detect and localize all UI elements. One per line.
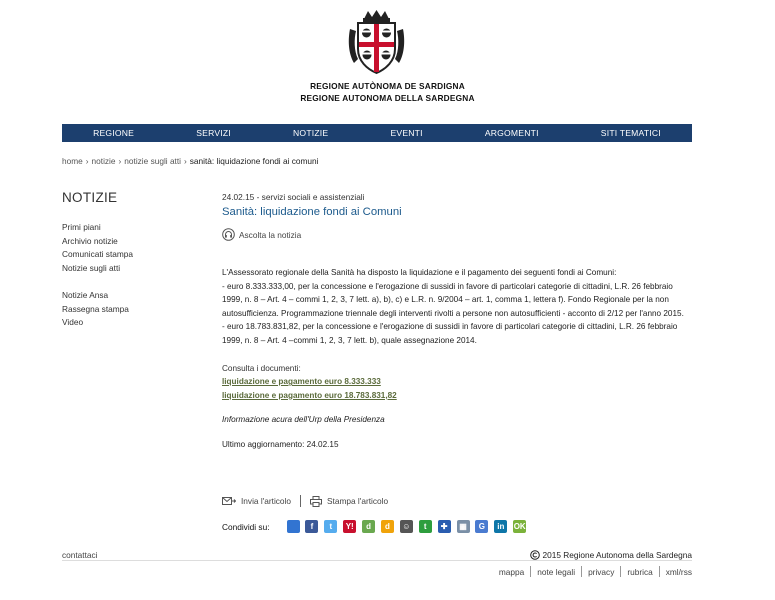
share-label: Condividi su: bbox=[222, 521, 270, 532]
documents-section bbox=[222, 362, 692, 403]
nav-item-notizie[interactable]: NOTIZIE bbox=[293, 128, 329, 138]
footer-link-separator bbox=[581, 566, 582, 577]
article-paragraph: - euro 18.783.831,82, per la concessione e l'erogazione di sussidi in favore di particolari categorie di cittadini, L.R. 26 febbraio 1999, n. 8 – Art. 4 –commi 1, 2, 3, 7 lett. b), quale assegnazione 2014. bbox=[222, 322, 678, 345]
contact-link[interactable]: contattaci bbox=[62, 550, 98, 560]
print-article-button[interactable] bbox=[310, 496, 388, 507]
sidebar-item-archivio-notizie[interactable]: Archivio notizie bbox=[62, 235, 118, 246]
footer-link-separator bbox=[620, 566, 621, 577]
breadcrumb-notizie[interactable]: notizie bbox=[91, 156, 116, 166]
breadcrumb-separator: › bbox=[118, 156, 122, 166]
document-link[interactable]: liquidazione e pagamento euro 18.783.831,82 bbox=[222, 390, 397, 400]
article-source-note: Informazione acura dell'Urp della Presidenza bbox=[222, 415, 385, 425]
yahoo-icon[interactable]: Y! bbox=[343, 520, 356, 533]
footer-link-privacy[interactable]: privacy bbox=[588, 566, 615, 577]
breadcrumb-separator: › bbox=[184, 156, 187, 166]
footer-link-rubrica[interactable]: rubrica bbox=[627, 566, 653, 577]
oknotizie-icon[interactable]: OK bbox=[513, 522, 526, 531]
headphones-icon bbox=[222, 228, 235, 241]
sidebar-title: NOTIZIE bbox=[62, 190, 118, 205]
listen-button[interactable] bbox=[222, 228, 692, 241]
send-mail-icon bbox=[222, 496, 236, 506]
listen-label: Ascolta la notizia bbox=[239, 229, 302, 240]
tools-divider bbox=[300, 495, 301, 507]
org-name-sardinian: REGIONE AUTÒNOMA DE SARDIGNA bbox=[310, 81, 465, 91]
facebook-icon[interactable]: f bbox=[305, 520, 318, 533]
breadcrumb-separator: › bbox=[85, 156, 89, 166]
article-tools bbox=[222, 495, 388, 507]
sidebar-item-rassegna-stampa[interactable]: Rassegna stampa bbox=[62, 303, 129, 314]
technorati-icon[interactable]: t bbox=[419, 520, 432, 533]
sidebar bbox=[62, 190, 212, 330]
article-paragraph: - euro 8.333.333,00, per la concessione e l'erogazione di sussidi in favore di particolari categorie di cittadini, L.R. 26 febbraio 1999, n. 8 – Art. 4 – commi 1, 2, 3, 7 lett. a), b), c) e L.R. n. 9/2004 – art. 1, comma 1, lettera f). Fondo Regionale per la non autosufficienza. Programmazione triennale degli interventi rivolti a persone non autosufficienti - acconto di 2/12 per l'anno 2015. bbox=[222, 281, 684, 318]
footer-divider bbox=[62, 560, 692, 561]
send-article-button[interactable] bbox=[222, 496, 291, 506]
diigo-icon[interactable]: d bbox=[381, 520, 394, 533]
sidebar-item-primi-piani[interactable]: Primi piani bbox=[62, 222, 101, 232]
documents-label: Consulta i documenti: bbox=[222, 363, 301, 373]
send-article-label: Invia l'articolo bbox=[241, 496, 292, 506]
footer-link-note-legali[interactable]: note legali bbox=[537, 566, 576, 577]
twitter-icon[interactable]: t bbox=[324, 520, 337, 533]
footer-link-separator bbox=[659, 566, 660, 577]
copyright-icon bbox=[530, 550, 540, 560]
site-header bbox=[0, 0, 775, 124]
org-name-italian: REGIONE AUTONOMA DELLA SARDEGNA bbox=[300, 93, 475, 103]
share-icons bbox=[287, 520, 533, 533]
breadcrumb-notizie-sugli-atti[interactable]: notizie sugli atti bbox=[124, 156, 182, 166]
breadcrumb-home[interactable]: home bbox=[62, 156, 83, 166]
sidebar-item-notizie-sugli-atti[interactable]: Notizie sugli atti bbox=[62, 262, 121, 273]
nav-item-servizi[interactable]: SERVIZI bbox=[196, 128, 231, 138]
netvibes-icon[interactable]: ▦ bbox=[457, 520, 470, 533]
article-body bbox=[222, 266, 692, 348]
footer-link-separator bbox=[530, 566, 531, 577]
breadcrumb bbox=[62, 156, 318, 166]
document-link[interactable]: liquidazione e pagamento euro 8.333.333 bbox=[222, 377, 381, 387]
printer-icon bbox=[310, 496, 322, 507]
article-title: Sanità: liquidazione fondi ai Comuni bbox=[222, 206, 402, 218]
myspace-icon[interactable]: ✚ bbox=[438, 520, 451, 533]
nav-item-siti-tematici[interactable]: SITI TEMATICI bbox=[600, 128, 661, 138]
article-meta: 24.02.15 - servizi sociali e assistenziali bbox=[222, 192, 365, 202]
nav-item-regione[interactable]: REGIONE bbox=[93, 128, 135, 138]
reddit-icon[interactable]: ☺ bbox=[400, 520, 413, 533]
nav-item-argomenti[interactable]: ARGOMENTI bbox=[484, 128, 539, 138]
sidebar-item-comunicati-stampa[interactable]: Comunicati stampa bbox=[62, 249, 134, 259]
main-navigation bbox=[62, 124, 692, 142]
delicious-icon[interactable] bbox=[287, 520, 300, 533]
sidebar-group-2 bbox=[62, 289, 212, 330]
copyright-text: 2015 Regione Autonoma della Sardegna bbox=[542, 550, 692, 560]
sardinia-coat-of-arms-icon[interactable] bbox=[346, 9, 407, 75]
sidebar-group-1 bbox=[62, 221, 212, 275]
article bbox=[222, 192, 692, 449]
last-updated: Ultimo aggiornamento: 24.02.15 bbox=[222, 440, 339, 450]
share-bar bbox=[222, 520, 532, 533]
breadcrumb-current: sanità: liquidazione fondi ai comuni bbox=[189, 156, 319, 166]
print-article-label: Stampa l'articolo bbox=[327, 496, 389, 506]
linkedin-icon[interactable]: in bbox=[494, 520, 507, 533]
sidebar-item-video[interactable]: Video bbox=[62, 317, 84, 327]
digg-icon[interactable]: d bbox=[362, 520, 375, 533]
footer-link-mappa[interactable]: mappa bbox=[498, 566, 525, 577]
copyright bbox=[530, 550, 692, 560]
google-icon[interactable]: G bbox=[475, 520, 488, 533]
article-paragraph: L'Assessorato regionale della Sanità ha disposto la liquidazione e il pagamento dei seguenti fondi ai Comuni: bbox=[222, 268, 617, 277]
nav-item-eventi[interactable]: EVENTI bbox=[390, 128, 423, 138]
sidebar-item-notizie-ansa[interactable]: Notizie Ansa bbox=[62, 290, 109, 300]
footer-links bbox=[499, 566, 692, 577]
footer-link-xml-rss[interactable]: xml/rss bbox=[665, 566, 692, 577]
